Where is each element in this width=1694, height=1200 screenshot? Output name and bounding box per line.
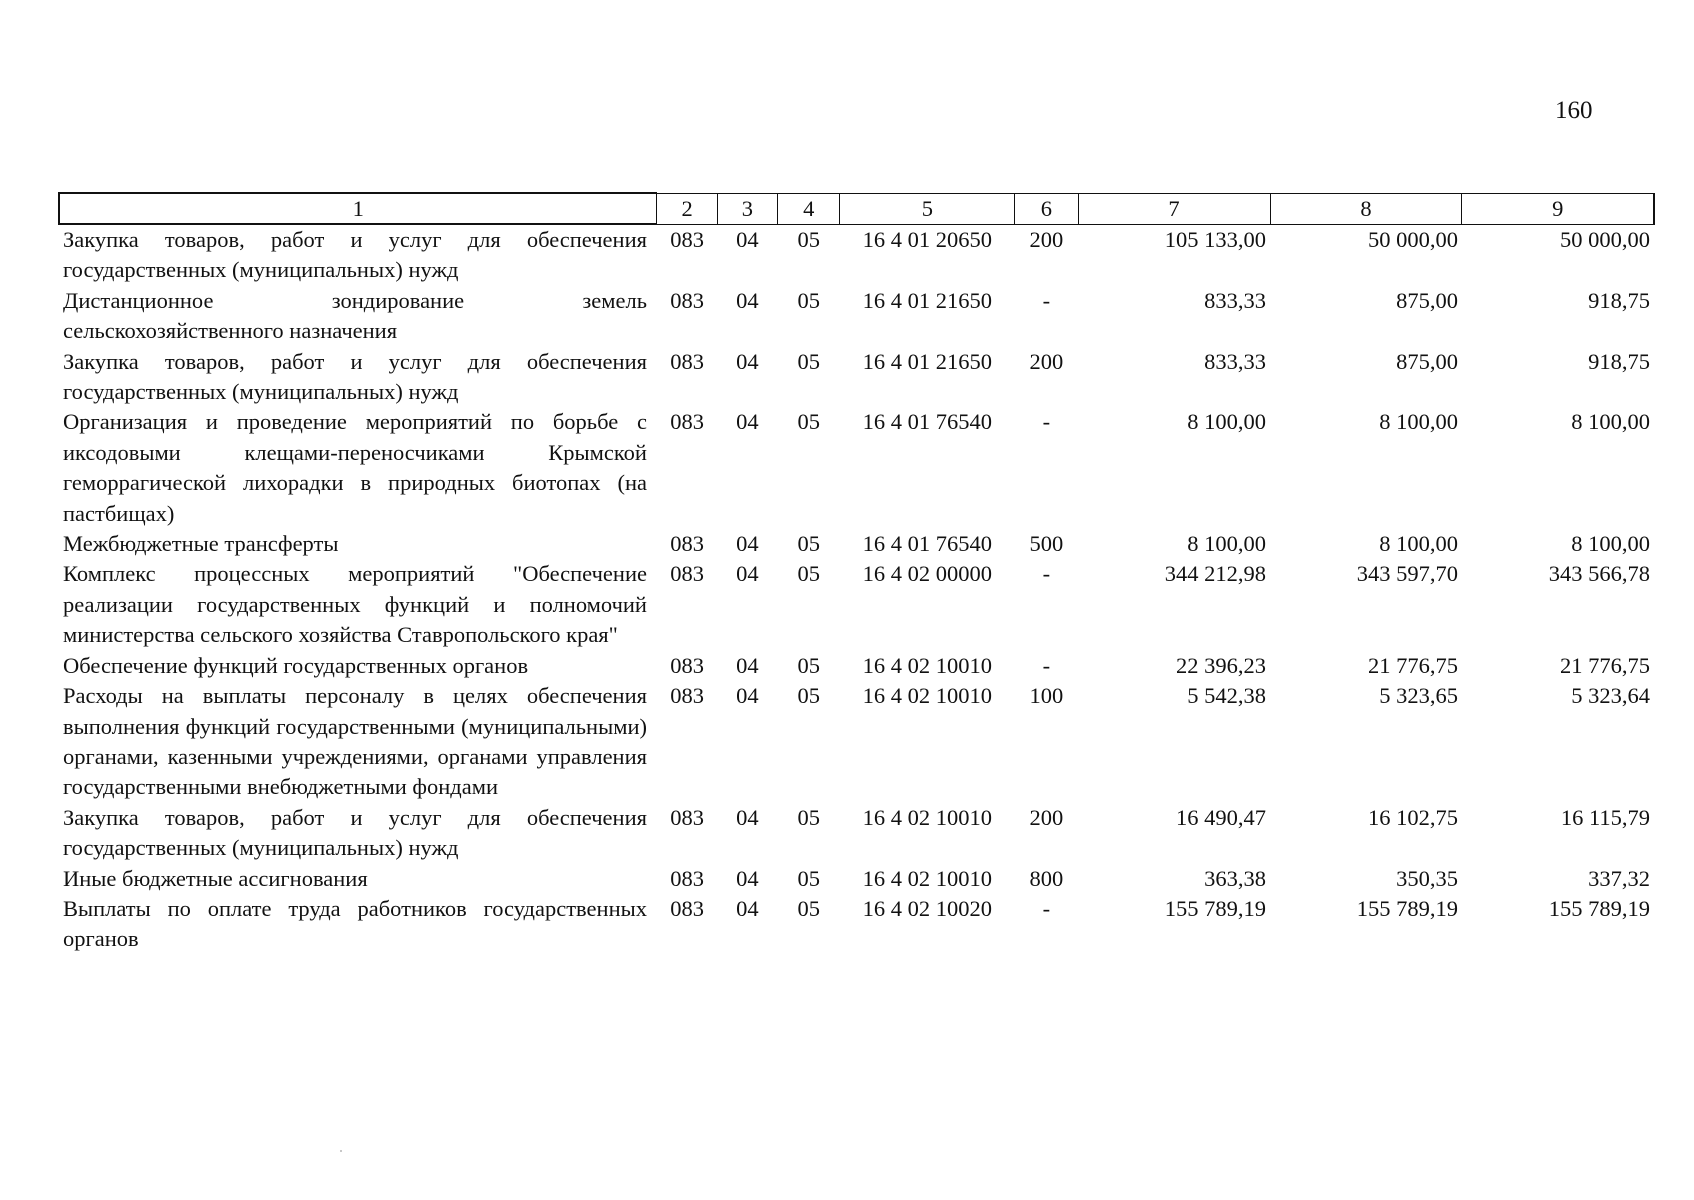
expense-type-code: 800 [1029, 865, 1064, 891]
column-header-8: 8 [1270, 193, 1462, 224]
column-header-2: 2 [657, 193, 717, 224]
budget-table [58, 192, 1655, 955]
amount-col-9: 16 115,79 [1560, 804, 1650, 830]
section-code: 04 [736, 531, 759, 557]
amount-col-9: 8 100,00 [1571, 409, 1650, 435]
subsection-code: 05 [797, 531, 820, 557]
amount-col-8: 875,00 [1396, 287, 1458, 313]
expense-type-code: - [1042, 895, 1051, 921]
section-code: 04 [736, 561, 759, 587]
ministry-code: 083 [670, 409, 704, 435]
ministry-code: 083 [670, 652, 704, 678]
row-name: Организация и проведение мероприятий по борьбе с иксодовыми клещами-переносчиками Крымской геморрагической лихорадки в природных биотопах (на пастбищах) [63, 409, 647, 526]
row-name: Расходы на выплаты персоналу в целях обеспечения выполнения функций государственными (муниципальными) органами, казенными учреждениями, органами управления государственными внебюджетными фондами [63, 683, 647, 800]
amount-col-7: 8 100,00 [1187, 531, 1267, 557]
subsection-code: 05 [797, 804, 820, 830]
expense-type-code: 100 [1029, 683, 1064, 709]
section-code: 04 [736, 683, 759, 709]
column-header-1: 1 [59, 193, 657, 224]
section-code: 04 [736, 409, 759, 435]
table-row [59, 407, 1654, 529]
table-row [59, 559, 1654, 650]
amount-col-8: 875,00 [1396, 348, 1458, 374]
table-row [59, 894, 1654, 955]
amount-col-7: 363,38 [1204, 865, 1267, 891]
section-code: 04 [736, 895, 759, 921]
amount-col-7: 16 490,47 [1176, 804, 1267, 830]
target-article-code: 16 4 02 10010 [862, 804, 993, 830]
column-header-9: 9 [1462, 193, 1654, 224]
target-article-code: 16 4 02 10010 [862, 865, 993, 891]
subsection-code: 05 [797, 287, 820, 313]
amount-col-8: 5 323,65 [1379, 683, 1458, 709]
target-article-code: 16 4 01 21650 [862, 348, 993, 374]
amount-col-7: 155 789,19 [1164, 895, 1267, 921]
page-number: 160 [1555, 97, 1593, 124]
amount-col-7: 105 133,00 [1164, 226, 1267, 252]
subsection-code: 05 [797, 895, 820, 921]
subsection-code: 05 [797, 683, 820, 709]
ministry-code: 083 [670, 804, 704, 830]
target-article-code: 16 4 01 21650 [862, 287, 993, 313]
subsection-code: 05 [797, 561, 820, 587]
amount-col-8: 8 100,00 [1379, 409, 1458, 435]
ministry-code: 083 [670, 561, 704, 587]
section-code: 04 [736, 287, 759, 313]
amount-col-7: 8 100,00 [1187, 409, 1267, 435]
amount-col-9: 21 776,75 [1560, 652, 1650, 678]
expense-type-code: - [1042, 287, 1051, 313]
target-article-code: 16 4 02 00000 [862, 561, 993, 587]
expense-type-code: - [1042, 561, 1051, 587]
row-name: Обеспечение функций государственных органов [63, 652, 529, 678]
scan-speck [340, 1150, 342, 1152]
row-name: Закупка товаров, работ и услуг для обеспечения государственных (муниципальных) нужд [63, 804, 647, 861]
row-name: Межбюджетные трансферты [63, 531, 339, 557]
column-header-7: 7 [1078, 193, 1270, 224]
amount-col-9: 918,75 [1588, 348, 1650, 374]
table-row [59, 224, 1654, 286]
column-header-6: 6 [1015, 193, 1078, 224]
table-row [59, 803, 1654, 864]
row-name: Комплекс процессных мероприятий "Обеспечение реализации государственных функций и полномочий министерства сельского хозяйства Ставропольского края" [63, 561, 647, 648]
ministry-code: 083 [670, 348, 704, 374]
expense-type-code: 200 [1029, 348, 1064, 374]
section-code: 04 [736, 652, 759, 678]
amount-col-7: 5 542,38 [1187, 683, 1267, 709]
amount-col-9: 155 789,19 [1548, 895, 1650, 921]
ministry-code: 083 [670, 531, 704, 557]
row-name: Выплаты по оплате труда работников государственных органов [63, 895, 647, 952]
expense-type-code: - [1042, 409, 1051, 435]
amount-col-8: 8 100,00 [1379, 531, 1458, 557]
section-code: 04 [736, 226, 759, 252]
ministry-code: 083 [670, 895, 704, 921]
target-article-code: 16 4 01 20650 [862, 226, 993, 252]
row-name: Закупка товаров, работ и услуг для обеспечения государственных (муниципальных) нужд [63, 227, 647, 283]
row-name: Дистанционное зондирование земель сельскохозяйственного назначения [63, 287, 647, 344]
table-row [59, 286, 1654, 347]
section-code: 04 [736, 804, 759, 830]
column-header-3: 3 [717, 193, 777, 224]
amount-col-9: 343 566,78 [1548, 561, 1650, 587]
amount-col-7: 344 212,98 [1164, 561, 1267, 587]
expense-type-code: 500 [1029, 531, 1064, 557]
section-code: 04 [736, 865, 759, 891]
section-code: 04 [736, 348, 759, 374]
amount-col-9: 50 000,00 [1560, 226, 1650, 252]
table-row [59, 651, 1654, 681]
target-article-code: 16 4 02 10010 [862, 683, 993, 709]
amount-col-8: 155 789,19 [1356, 895, 1458, 921]
table-row [59, 681, 1654, 803]
row-name: Закупка товаров, работ и услуг для обеспечения государственных (муниципальных) нужд [63, 348, 647, 405]
column-header-5: 5 [840, 193, 1015, 224]
amount-col-7: 22 396,23 [1176, 652, 1267, 678]
expense-type-code: - [1042, 652, 1051, 678]
expense-type-code: 200 [1029, 804, 1064, 830]
ministry-code: 083 [670, 226, 704, 252]
table-row [59, 529, 1654, 559]
subsection-code: 05 [797, 865, 820, 891]
column-header-4: 4 [778, 193, 840, 224]
table-row [59, 347, 1654, 408]
amount-col-9: 337,32 [1588, 865, 1650, 891]
subsection-code: 05 [797, 348, 820, 374]
ministry-code: 083 [670, 287, 704, 313]
target-article-code: 16 4 01 76540 [862, 409, 993, 435]
target-article-code: 16 4 02 10010 [862, 652, 993, 678]
table-body [59, 224, 1654, 955]
amount-col-9: 8 100,00 [1571, 531, 1650, 557]
amount-col-9: 918,75 [1588, 287, 1650, 313]
expense-type-code: 200 [1029, 226, 1064, 252]
amount-col-7: 833,33 [1204, 348, 1267, 374]
header-row [59, 193, 1654, 224]
ministry-code: 083 [670, 683, 704, 709]
amount-col-7: 833,33 [1204, 287, 1267, 313]
table-row [59, 864, 1654, 894]
target-article-code: 16 4 01 76540 [862, 531, 993, 557]
amount-col-8: 21 776,75 [1367, 652, 1458, 678]
table-header [59, 193, 1654, 224]
ministry-code: 083 [670, 865, 704, 891]
target-article-code: 16 4 02 10020 [862, 895, 993, 921]
amount-col-8: 50 000,00 [1367, 226, 1458, 252]
amount-col-9: 5 323,64 [1571, 683, 1650, 709]
subsection-code: 05 [797, 652, 820, 678]
amount-col-8: 16 102,75 [1367, 804, 1458, 830]
subsection-code: 05 [797, 409, 820, 435]
row-name: Иные бюджетные ассигнования [63, 865, 368, 891]
subsection-code: 05 [797, 226, 820, 252]
amount-col-8: 343 597,70 [1356, 561, 1458, 587]
amount-col-8: 350,35 [1396, 865, 1458, 891]
